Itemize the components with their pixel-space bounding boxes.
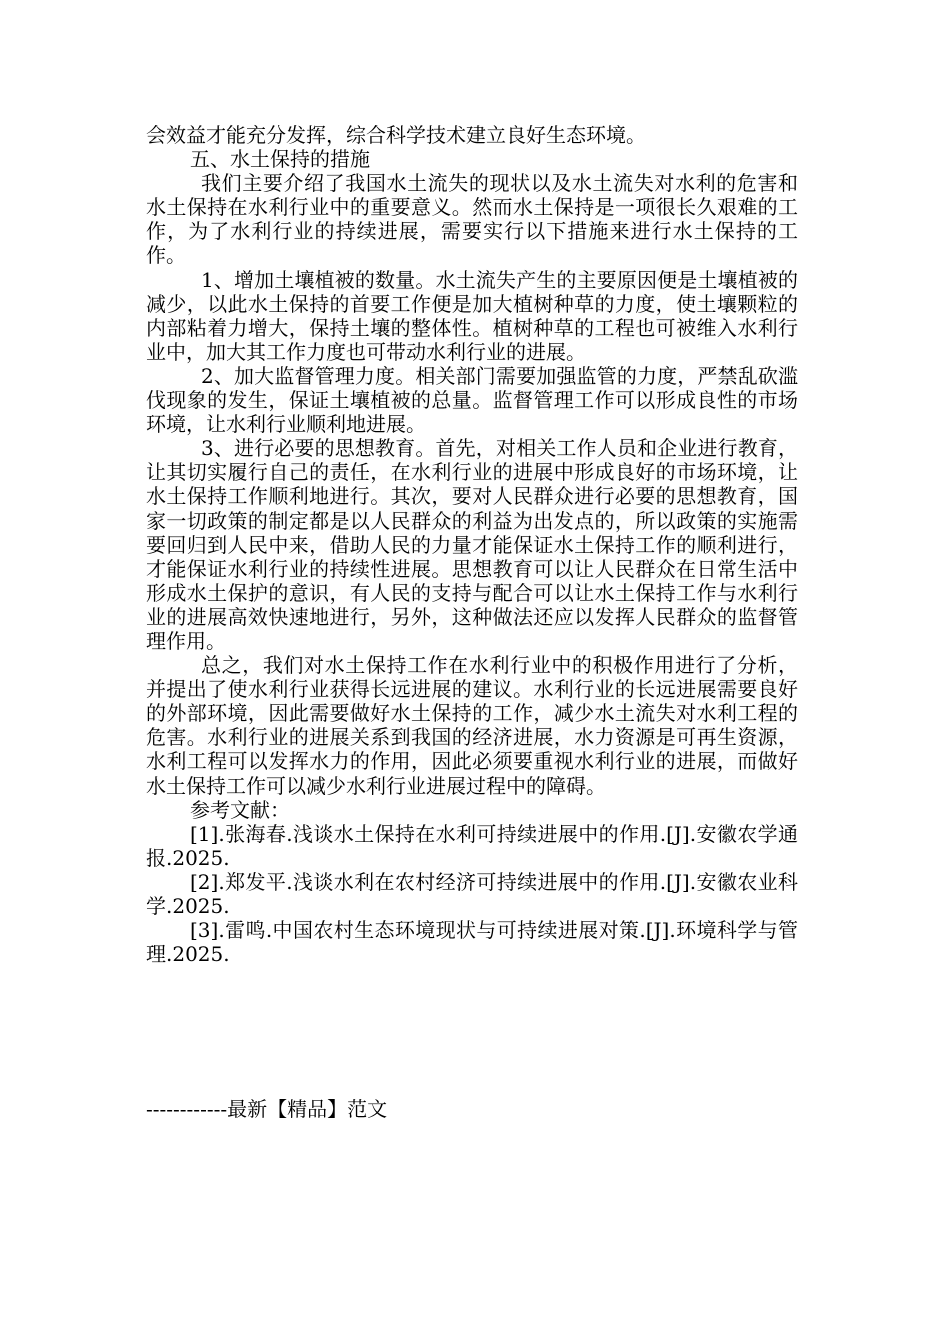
document-body [146, 123, 798, 966]
reference-item: [3].雷鸣.中国农村生态环境现状与可持续进展对策.[J].环境科学与管理.2025. [146, 918, 798, 967]
page-footer: ------------最新【精品】范文 [146, 1097, 388, 1121]
paragraph-measure-3: 3、进行必要的思想教育。首先，对相关工作人员和企业进行教育，让其切实履行自己的责任，在水利行业的进展中形成良好的市场环境，让水土保持工作顺利地进行。其次，要对人民群众进行必要的思想教育，国家一切政策的制定都是以人民群众的利益为出发点的，所以政策的实施需要回归到人民中来，借助人民的力量才能保证水土保持工作的顺利进行，才能保证水利行业的持续性进展。思想教育可以让人民群众在日常生活中形成水土保护的意识，有人民的支持与配合可以让水土保持工作与水利行业的进展高效快速地进行，另外，这种做法还应以发挥人民群众的监督管理作用。 [146, 436, 798, 653]
reference-item: [1].张海春.浅谈水土保持在水利可持续进展中的作用.[J].安徽农学通报.2025. [146, 821, 798, 870]
references-heading: 参考文献： [190, 797, 290, 822]
reference-item: [2].郑发平.浅谈水利在农村经济可持续进展中的作用.[J].安徽农业科学.2025. [146, 869, 798, 918]
paragraph-measure-1: 1、增加土壤植被的数量。水土流失产生的主要原因便是土壤植被的减少，以此水土保持的首要工作便是加大植树种草的力度，使土壤颗粒的内部粘着力增大，保持土壤的整体性。植树种草的工程也可被维入水利行业中，加大其工作力度也可带动水利行业的进展。 [146, 267, 798, 364]
paragraph-intro-tail: 会效益才能充分发挥，综合科学技术建立良好生态环境。 [146, 123, 646, 147]
paragraph-overview: 我们主要介绍了我国水土流失的现状以及水土流失对水利的危害和水土保持在水利行业中的重要意义。然而水土保持是一项很长久艰难的工作，为了水利行业的持续进展，需要实行以下措施来进行水土保持的工作。 [146, 171, 798, 268]
paragraph-conclusion: 总之，我们对水土保持工作在水利行业中的积极作用进行了分析，并提出了使水利行业获得长远进展的建议。水利行业的长远进展需要良好的外部环境，因此需要做好水土保持的工作，减少水土流失对水利工程的危害。水利行业的进展关系到我国的经济进展，水力资源是可再生资源，水利工程可以发挥水力的作用，因此必须要重视水利行业的进展，而做好水土保持工作可以减少水利行业进展过程中的障碍。 [146, 653, 798, 798]
paragraph-measure-2: 2、加大监督管理力度。相关部门需要加强监管的力度，严禁乱砍滥伐现象的发生，保证土壤植被的总量。监督管理工作可以形成良性的市场环境，让水利行业顺利地进展。 [146, 363, 798, 437]
section-heading: 五、水土保持的措施 [190, 147, 370, 172]
